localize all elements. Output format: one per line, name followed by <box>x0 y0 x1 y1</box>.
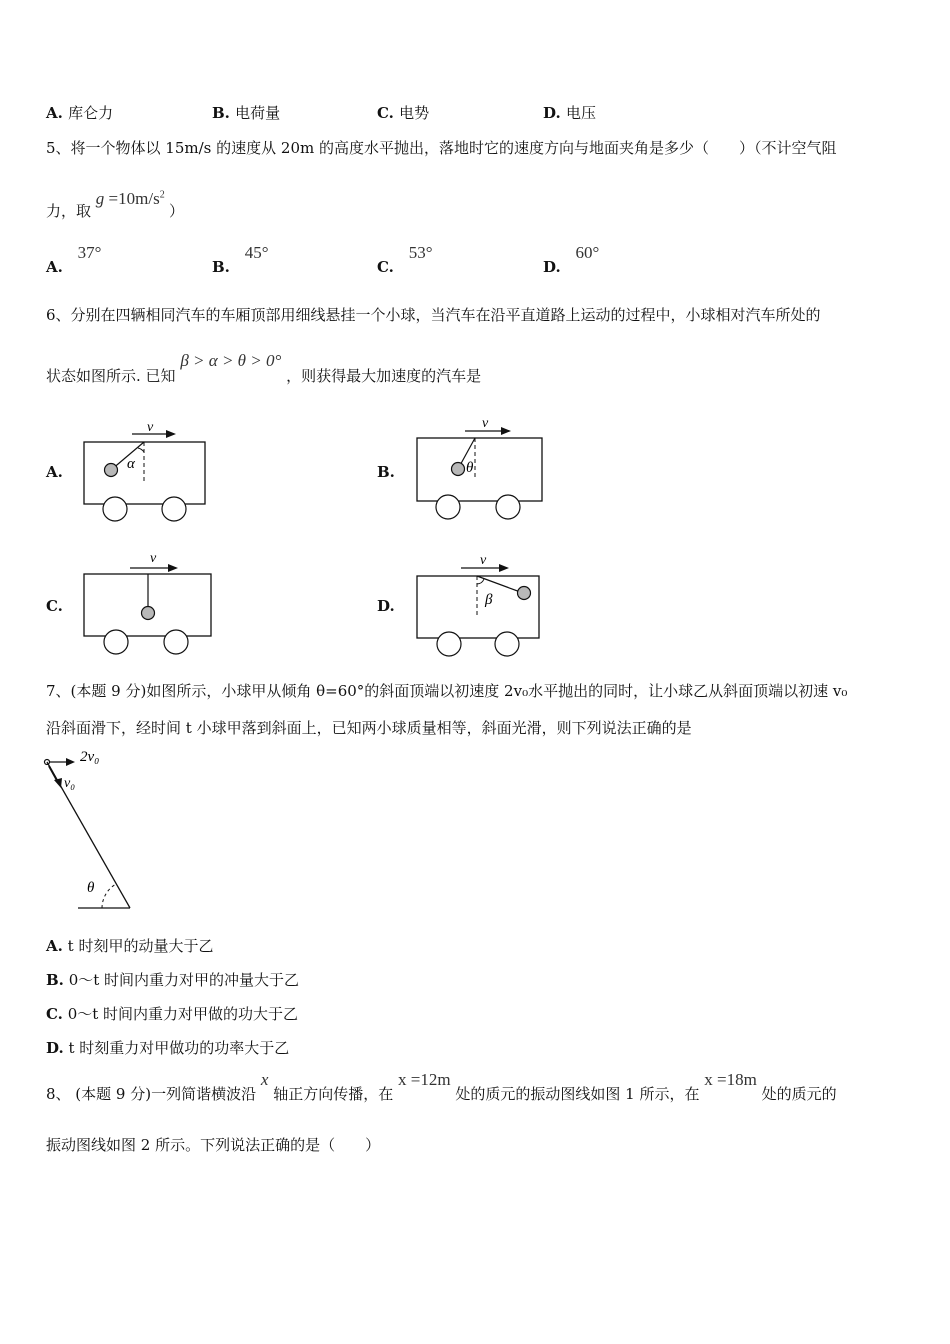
q6-option-a-letter[interactable]: A. <box>46 463 63 481</box>
q6-car-a-angle-label: α <box>127 456 135 472</box>
q5-option-b[interactable] <box>212 243 269 276</box>
q7-stem-line1: 7、(本题 9 分)如图所示，小球甲从倾角 θ=60°的斜面顶端以初速度 2v₀水平抛出的同时，让小球乙从斜面顶端以初速 v₀ <box>46 682 848 700</box>
q8-stem-line1 <box>46 1070 837 1104</box>
q7-option-a[interactable] <box>46 935 213 956</box>
q7-option-a-letter: A. <box>46 937 63 955</box>
q7-stem-line2: 沿斜面滑下，经时间 t 小球甲落到斜面上，已知两小球质量相等，斜面光滑，则下列说法正确的是 <box>46 719 692 737</box>
q6-car-b-velocity-label: v <box>482 416 489 431</box>
q5-option-a-value: 37° <box>77 243 102 262</box>
q4-option-a-letter: A. <box>46 104 63 122</box>
q5-option-c-letter: C. <box>377 258 394 276</box>
q7-incline-figure <box>40 742 150 914</box>
q6-car-b-angle-label: θ <box>466 460 474 476</box>
q4-option-b-letter: B. <box>212 104 230 122</box>
q5-stem-line2-post: ） <box>168 202 184 220</box>
q5-option-a[interactable] <box>46 243 101 276</box>
q6-car-d-figure <box>413 550 543 658</box>
q7-label-theta: θ <box>87 880 95 896</box>
q5-option-d-letter: D. <box>543 258 561 276</box>
q6-option-c-letter[interactable]: C. <box>46 597 63 615</box>
q7-label-2v0: 2v₀ <box>80 749 100 765</box>
q5-option-a-letter: A. <box>46 258 63 276</box>
q7-option-a-text: t 时刻甲的动量大于乙 <box>67 937 214 955</box>
q6-stem-line2-post: ，则获得最大加速度的汽车是 <box>286 367 482 385</box>
q5-g-symbol: g <box>95 189 105 208</box>
q5-g-formula <box>96 189 169 208</box>
q4-option-d[interactable] <box>543 102 596 123</box>
q8-seg4: 处的质元的 <box>761 1085 837 1103</box>
q4-option-a-text: 库仑力 <box>68 104 114 122</box>
q6-car-b-figure <box>413 414 547 522</box>
q7-option-d-letter: D. <box>46 1039 64 1057</box>
q5-option-c[interactable] <box>377 243 433 276</box>
q6-car-a-velocity-label: v <box>147 420 154 435</box>
q5-stem-line2-pre: 力，取 <box>46 202 92 220</box>
q7-option-c[interactable] <box>46 1003 298 1024</box>
q6-car-d-velocity-label: v <box>480 553 487 568</box>
q4-option-b[interactable] <box>212 102 280 123</box>
q6-car-c-figure <box>80 548 216 658</box>
q4-option-c[interactable] <box>377 102 429 123</box>
q5-option-d-value: 60° <box>575 243 600 262</box>
q5-stem-line1: 5、将一个物体以 15m/s 的速度从 20m 的高度水平抛出，落地时它的速度方向与地面夹角是多少（ ）（不计空气阻 <box>46 139 837 157</box>
q5-g-value: =10m/s <box>108 189 160 208</box>
q4-option-d-text: 电压 <box>565 104 596 122</box>
q6-car-d-angle-label: β <box>485 592 493 608</box>
q4-option-c-text: 电势 <box>399 104 430 122</box>
q6-stem-line2-pre: 状态如图所示. 已知 <box>46 367 176 385</box>
q8-stem-line2: 振动图线如图 2 所示。下列说法正确的是（ ） <box>46 1136 381 1154</box>
q6-option-b-letter[interactable]: B. <box>377 463 395 481</box>
q8-seg2: 轴正方向传播，在 <box>273 1085 394 1103</box>
q8-seg1: 8、 (本题 9 分)一列简谐横波沿 <box>46 1085 257 1103</box>
q6-car-a-figure <box>80 418 210 522</box>
q7-option-d-text: t 时刻重力对甲做功的功率大于乙 <box>68 1039 290 1057</box>
q4-option-d-letter: D. <box>543 104 561 122</box>
q7-option-d[interactable] <box>46 1037 289 1058</box>
q8-x-symbol: x <box>260 1070 269 1089</box>
q5-option-b-letter: B. <box>212 258 230 276</box>
q6-stem-line1: 6、分别在四辆相同汽车的车厢顶部用细线悬挂一个小球，当汽车在沿平直道路上运动的过程中，小球相对汽车所处的 <box>46 306 821 324</box>
q8-seg3: 处的质元的振动图线如图 1 所示，在 <box>455 1085 700 1103</box>
q5-option-c-value: 53° <box>408 243 433 262</box>
q7-option-c-text: 0～t 时间内重力对甲做的功大于乙 <box>67 1005 299 1023</box>
q6-option-d-letter[interactable]: D. <box>377 597 395 615</box>
q4-option-a[interactable] <box>46 102 113 123</box>
q8-pos1: x =12m <box>398 1070 451 1089</box>
q4-option-b-text: 电荷量 <box>235 104 281 122</box>
q6-inequality: β > α > θ > 0° <box>180 351 282 370</box>
q5-option-b-value: 45° <box>244 243 269 262</box>
q6-stem-line2 <box>46 351 481 386</box>
q5-g-exp: 2 <box>159 189 165 201</box>
q7-option-b[interactable] <box>46 969 299 990</box>
q5-option-d[interactable] <box>543 243 599 276</box>
q8-pos2: x =18m <box>704 1070 757 1089</box>
q7-option-b-text: 0～t 时间内重力对甲的冲量大于乙 <box>68 971 300 989</box>
q7-option-b-letter: B. <box>46 971 64 989</box>
q7-label-v0: v₀ <box>64 776 76 791</box>
q5-stem-line2 <box>46 189 184 221</box>
q6-car-c-velocity-label: v <box>150 551 157 566</box>
q7-option-c-letter: C. <box>46 1005 63 1023</box>
q4-option-c-letter: C. <box>377 104 394 122</box>
